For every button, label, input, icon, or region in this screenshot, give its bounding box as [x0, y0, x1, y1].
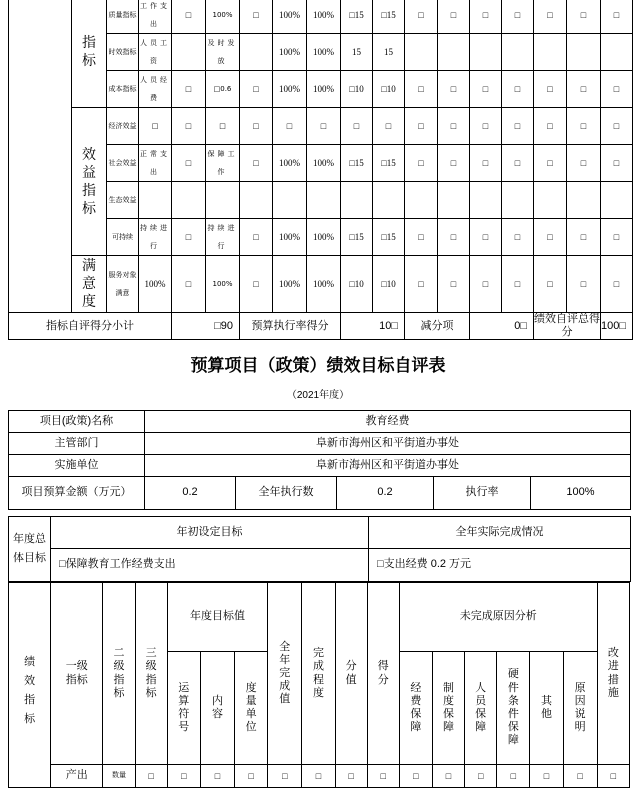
first-row-cell: □	[167, 765, 200, 788]
unit-cell	[240, 34, 273, 71]
first-row-cell: □	[367, 765, 399, 788]
l2-cell: 经济效益	[107, 108, 139, 145]
actual-cell: □	[273, 108, 307, 145]
reason-cell	[438, 34, 470, 71]
form-title: 预算项目（政策）绩效目标自评表	[190, 356, 446, 376]
score-cell: □15	[373, 219, 405, 256]
l3-cell	[139, 182, 172, 219]
budget-value: 0.2	[145, 477, 236, 510]
unit-cell: □	[240, 145, 273, 182]
project-name-value: 教育经费	[145, 411, 631, 433]
degree-cell: 100%	[307, 0, 341, 34]
content-cell: □0.6	[206, 71, 240, 108]
l2-cell: 质量指标	[107, 0, 139, 34]
reason-cell: □	[601, 219, 633, 256]
indicator-table-continued	[8, 0, 633, 340]
reason-cell: □	[405, 108, 438, 145]
content-cell: □	[206, 108, 240, 145]
goal-label: 年度总体目标	[9, 517, 51, 582]
degree-cell	[307, 182, 341, 219]
unit-value: 阜新市海州区和平街道办事处	[145, 455, 631, 477]
actual-cell: 100%	[273, 0, 307, 34]
score-value-cell: □	[341, 108, 373, 145]
reason-cell: □	[502, 219, 534, 256]
first-row-cell: □	[497, 765, 530, 788]
l2-cell: 生态效益	[107, 182, 139, 219]
l3-cell: 人员工资	[139, 34, 172, 71]
reason-cell: □	[405, 219, 438, 256]
table-row	[9, 256, 633, 313]
target-header: 年度目标值	[167, 583, 268, 652]
reason-cell	[470, 34, 502, 71]
reason-cell	[405, 34, 438, 71]
op-header: 运算符号	[178, 681, 190, 734]
reason-cell	[601, 34, 633, 71]
indicator-table	[8, 582, 630, 788]
reason-cell	[405, 182, 438, 219]
output-group-label: 指标	[72, 0, 107, 108]
score-value-cell: □15	[341, 0, 373, 34]
reason-cell: □	[534, 71, 567, 108]
reason-cell	[534, 34, 567, 71]
reason-cell: □	[438, 0, 470, 34]
score-cell: □10	[373, 256, 405, 313]
l2-cell: 成本指标	[107, 71, 139, 108]
score-value-cell: □10	[341, 256, 373, 313]
score-value-cell: □15	[341, 145, 373, 182]
reason-cell: □	[601, 0, 633, 34]
first-row-cell: □	[432, 765, 464, 788]
l3-cell: 人员经费	[139, 71, 172, 108]
perf-indicator-column	[9, 0, 72, 313]
l3-cell: 持续进行	[139, 219, 172, 256]
unit-cell: □	[240, 256, 273, 313]
actual-cell	[273, 182, 307, 219]
first-row-cell: □	[268, 765, 302, 788]
reason-staff-header: 人员保障	[475, 681, 487, 734]
unit-label: 实施单位	[9, 455, 145, 477]
l3-cell: 工作支出	[139, 0, 172, 34]
reason-cell	[470, 182, 502, 219]
score-cell: □10	[373, 71, 405, 108]
content-cell: 100%	[206, 0, 240, 34]
first-row-cell: □	[335, 765, 367, 788]
op-cell: □	[172, 108, 206, 145]
reason-cell: □	[601, 145, 633, 182]
reason-cell: □	[534, 0, 567, 34]
first-row-cell: □	[597, 765, 629, 788]
rate-label: 执行率	[434, 477, 531, 510]
actual-cell: 100%	[273, 145, 307, 182]
op-cell	[172, 34, 206, 71]
score-cell: □15	[373, 0, 405, 34]
score-cell: □15	[373, 145, 405, 182]
degree-cell: 100%	[307, 256, 341, 313]
reason-system-header: 制度保障	[443, 681, 455, 734]
perf-indicator-label: 绩效指标	[24, 656, 36, 725]
actual-header: 全年完成值	[279, 640, 291, 706]
actual-value: □支出经费 0.2 万元	[369, 549, 631, 582]
l2-cell: 可持续	[107, 219, 139, 256]
first-row-l1: 产出	[51, 765, 103, 788]
reason-cell: □	[470, 256, 502, 313]
first-row-cell: □	[399, 765, 432, 788]
l3-cell: 正常支出	[139, 145, 172, 182]
unit-cell: □	[240, 108, 273, 145]
score-cell: □	[373, 108, 405, 145]
op-cell: □	[172, 0, 206, 34]
first-row-cell: □	[563, 765, 597, 788]
reason-cell	[502, 34, 534, 71]
deduction-label: 减分项	[405, 313, 470, 340]
total-value: 100□	[601, 313, 633, 340]
benefit-group-label: 效益指标	[72, 108, 107, 256]
reason-cell	[502, 182, 534, 219]
score-value-cell: 15	[341, 34, 373, 71]
op-cell: □	[172, 145, 206, 182]
project-info-table	[8, 410, 631, 510]
dept-label: 主管部门	[9, 433, 145, 455]
score-value-cell: □10	[341, 71, 373, 108]
content-cell: 100%	[206, 256, 240, 313]
reason-cell: □	[470, 145, 502, 182]
op-cell: □	[172, 256, 206, 313]
content-header: 内容	[211, 694, 223, 720]
l2-cell: 社会效益	[107, 145, 139, 182]
subtotal-value: □90	[172, 313, 240, 340]
actual-cell: 100%	[273, 219, 307, 256]
content-cell: 及时发放	[206, 34, 240, 71]
exec-score-value: 10□	[341, 313, 405, 340]
reason-cell	[438, 182, 470, 219]
reason-cell: □	[567, 71, 601, 108]
reason-cell: □	[438, 256, 470, 313]
reason-cell: □	[405, 0, 438, 34]
reason-hardware-header: 硬件条件保障	[507, 668, 519, 747]
initial-goal-label: 年初设定目标	[51, 517, 369, 549]
content-cell: 持续进行	[206, 219, 240, 256]
reason-cell: □	[502, 108, 534, 145]
op-cell	[172, 182, 206, 219]
exec-score-label: 预算执行率得分	[240, 313, 341, 340]
first-row-cell: □	[200, 765, 234, 788]
unit-cell: □	[240, 0, 273, 34]
table-row	[9, 108, 633, 145]
reason-cell: □	[567, 0, 601, 34]
reason-cell: □	[567, 108, 601, 145]
degree-header: 完成程度	[312, 647, 324, 699]
reason-cell: □	[567, 145, 601, 182]
reason-header: 未完成原因分析	[399, 583, 597, 652]
reason-cell	[601, 182, 633, 219]
score-value-header: 分值	[345, 660, 357, 686]
reason-cell: □	[470, 219, 502, 256]
executed-label: 全年执行数	[236, 477, 337, 510]
unit-cell	[240, 182, 273, 219]
dept-value: 阜新市海州区和平街道办事处	[145, 433, 631, 455]
score-cell	[373, 182, 405, 219]
unit-cell: □	[240, 71, 273, 108]
first-row-cell: □	[302, 765, 335, 788]
l1-header: 一级指标	[65, 660, 88, 686]
l3-cell: □	[139, 108, 172, 145]
reason-cell: □	[405, 145, 438, 182]
table-row	[9, 0, 633, 34]
first-row-cell: □	[235, 765, 268, 788]
reason-cell: □	[601, 256, 633, 313]
deduction-value: 0□	[470, 313, 534, 340]
reason-cell	[567, 182, 601, 219]
reason-cell: □	[405, 256, 438, 313]
reason-cell: □	[601, 108, 633, 145]
actual-cell: 100%	[273, 34, 307, 71]
initial-goal-value: □保障教育工作经费支出	[51, 549, 369, 582]
reason-cell: □	[502, 145, 534, 182]
project-name-label: 项目(政策)名称	[9, 411, 145, 433]
score-header: 得分	[377, 660, 389, 686]
improve-header: 改进措施	[607, 647, 619, 699]
summary-row	[9, 313, 633, 340]
reason-cell: □	[534, 108, 567, 145]
satisfaction-group-label: 满意度	[72, 256, 107, 313]
reason-cell: □	[438, 145, 470, 182]
reason-cell: □	[502, 0, 534, 34]
subtotal-label: 指标自评得分小计	[9, 313, 172, 340]
reason-cell: □	[405, 71, 438, 108]
actual-cell: 100%	[273, 71, 307, 108]
reason-cell: □	[567, 219, 601, 256]
degree-cell: 100%	[307, 145, 341, 182]
reason-note-header: 原因说明	[574, 681, 586, 734]
degree-cell: 100%	[307, 219, 341, 256]
reason-cell: □	[438, 219, 470, 256]
score-value-cell: □15	[341, 219, 373, 256]
l3-cell: 100%	[139, 256, 172, 313]
reason-cell: □	[470, 108, 502, 145]
l2-cell: 服务对象满意	[107, 256, 139, 313]
reason-cell	[534, 182, 567, 219]
score-cell: 15	[373, 34, 405, 71]
reason-other-header: 其他	[540, 694, 552, 720]
reason-cell: □	[534, 145, 567, 182]
degree-cell: 100%	[307, 71, 341, 108]
reason-cell: □	[567, 256, 601, 313]
reason-cell: □	[438, 71, 470, 108]
actual-cell: 100%	[273, 256, 307, 313]
reason-cell: □	[438, 108, 470, 145]
l2-header: 二级指标	[113, 647, 125, 699]
executed-value: 0.2	[337, 477, 434, 510]
reason-cell: □	[502, 71, 534, 108]
content-cell	[206, 182, 240, 219]
reason-cell: □	[534, 219, 567, 256]
op-cell: □	[172, 219, 206, 256]
l2-cell: 时效指标	[107, 34, 139, 71]
reason-cell: □	[470, 71, 502, 108]
total-label: 绩效自评总得分	[534, 313, 600, 339]
degree-cell: 100%	[307, 34, 341, 71]
form-year: （2021年度）	[286, 390, 350, 401]
first-row-cell: □	[530, 765, 563, 788]
actual-label: 全年实际完成情况	[369, 517, 631, 549]
unit-header: 度量单位	[245, 681, 257, 734]
reason-cell: □	[470, 0, 502, 34]
unit-cell: □	[240, 219, 273, 256]
first-row-cell: □	[465, 765, 497, 788]
rate-value: 100%	[531, 477, 631, 510]
reason-cell: □	[502, 256, 534, 313]
budget-label: 项目预算金额（万元）	[9, 477, 145, 510]
first-row-cell: □	[135, 765, 167, 788]
l3-header: 三级指标	[145, 647, 157, 699]
first-row-l2: 数量	[103, 765, 135, 788]
reason-cell: □	[601, 71, 633, 108]
reason-cell: □	[534, 256, 567, 313]
reason-funding-header: 经费保障	[410, 681, 422, 734]
goal-table	[8, 516, 631, 582]
content-cell: 保障工作	[206, 145, 240, 182]
op-cell: □	[172, 71, 206, 108]
reason-cell	[567, 34, 601, 71]
score-value-cell	[341, 182, 373, 219]
degree-cell: □	[307, 108, 341, 145]
